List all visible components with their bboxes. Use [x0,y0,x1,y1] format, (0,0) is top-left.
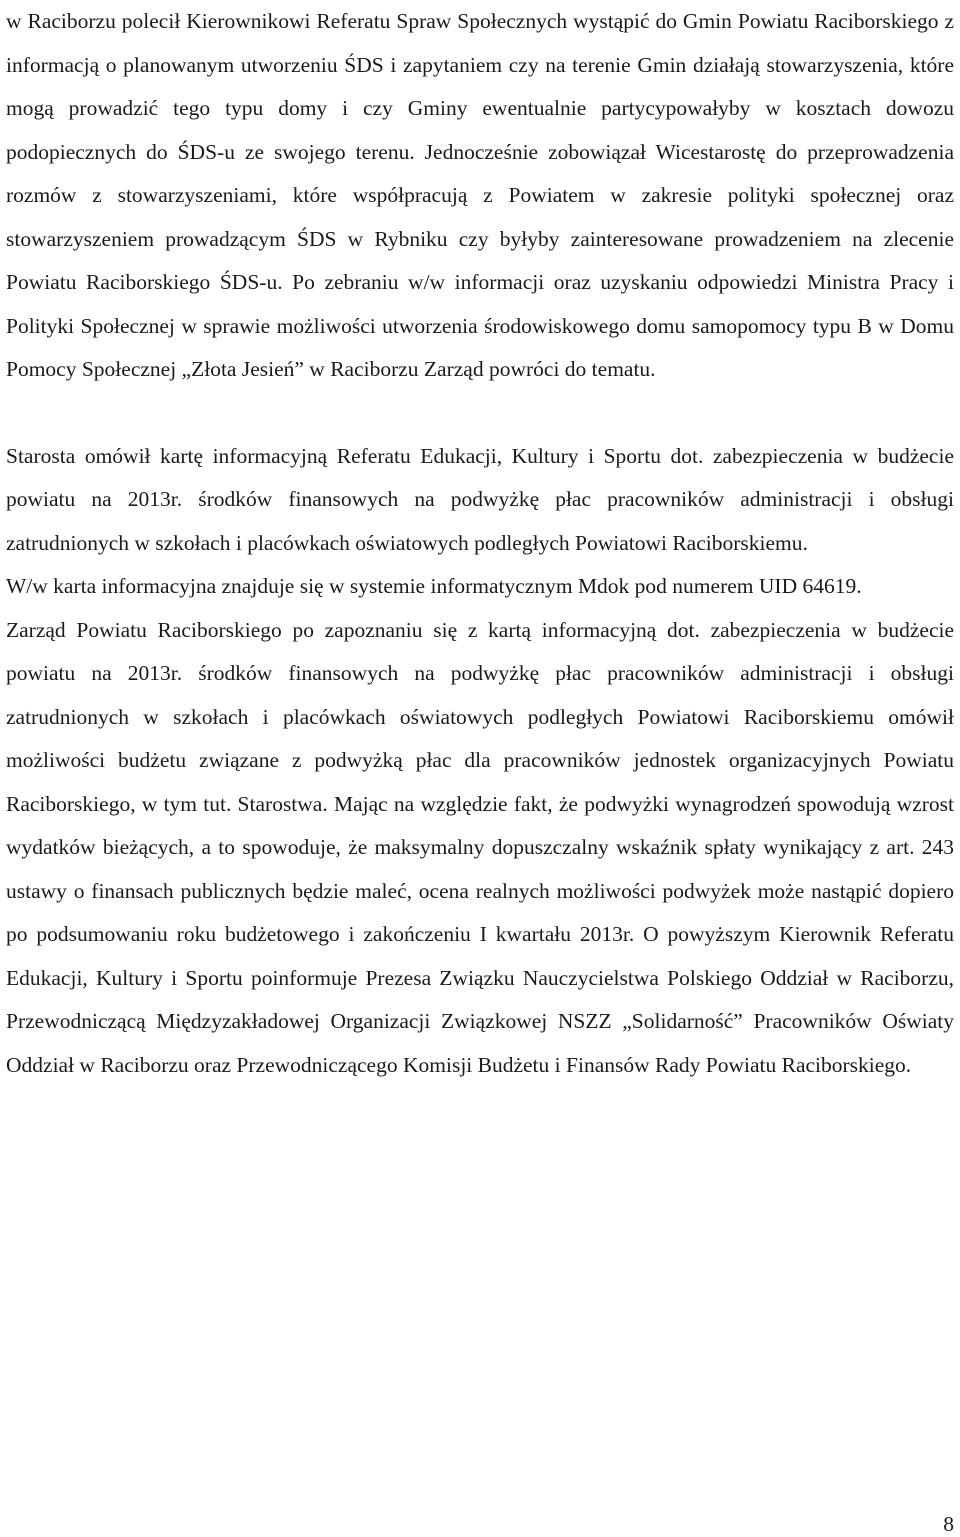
page-number: 8 [943,1512,954,1536]
paragraph-board-decision: Zarząd Powiatu Raciborskiego po zapoznaniu się z kartą informacyjną dot. zabezpieczenia w budżecie powiatu na 2013r. środków finansowych na podwyżkę płac pracowników administracji i obsługi zatrudnionych w szkołach i placówkach oświatowych podległych Powiatowi Raciborskiemu omówił możliwości budżetu związane z podwyżką płac dla pracowników jednostek organizacyjnych Powiatu Raciborskiego, w tym tut. Starostwa. Mając na względzie fakt, że podwyżki wynagrodzeń spowodują wzrost wydatków bieżących, a to spowoduje, że maksymalny dopuszczalny wskaźnik spłaty wynikający z art. 243 ustawy o finansach publicznych będzie maleć, ocena realnych możliwości podwyżek może nastąpić dopiero po podsumowaniu roku budżetowego i zakończeniu I kwartału 2013r. O powyższym Kierownik Referatu Edukacji, Kultury i Sportu poinformuje Prezesa Związku Nauczycielstwa Polskiego Oddział w Raciborzu, Przewodniczącą Międzyzakładowej Organizacji Związkowej NSZZ „Solidarność” Pracowników Oświaty Oddział w Raciborzu oraz Przewodniczącego Komisji Budżetu i Finansów Rady Powiatu Raciborskiego. [6,617,954,1077]
document-body [6,0,954,1087]
paragraph-mdok-reference: W/w karta informacyjna znajduje się w systemie informatycznym Mdok pod numerem UID 64619. [6,574,862,598]
paragraph-info-card-discussion: Starosta omówił kartę informacyjną Referatu Edukacji, Kultury i Sportu dot. zabezpieczenia w budżecie powiatu na 2013r. środków finansowych na podwyżkę płac pracowników administracji i obsługi zatrudnionych w szkołach i placówkach oświatowych podległych Powiatowi Raciborskiemu. [6,443,954,555]
paragraph-sds-referral: w Raciborzu polecił Kierownikowi Referatu Spraw Społecznych wystąpić do Gmin Powiatu Raciborskiego z informacją o planowanym utworzeniu ŚDS i zapytaniem czy na terenie Gmin działają stowarzyszenia, które mogą prowadzić tego typu domy i czy Gminy ewentualnie partycypowałyby w kosztach dowozu podopiecznych do ŚDS-u ze swojego terenu. Jednocześnie zobowiązał Wicestarostę do przeprowadzenia rozmów z stowarzyszeniami, które współpracują z Powiatem w zakresie polityki społecznej oraz stowarzyszeniem prowadzącym ŚDS w Rybniku czy byłyby zainteresowane prowadzeniem na zlecenie Powiatu Raciborskiego ŚDS-u. Po zebraniu w/w informacji oraz uzyskaniu odpowiedzi Ministra Pracy i Polityki Społecznej w sprawie możliwości utworzenia środowiskowego domu samopomocy typu B w Domu Pomocy Społecznej „Złota Jesień” w Raciborzu Zarząd powróci do tematu. [6,9,954,381]
